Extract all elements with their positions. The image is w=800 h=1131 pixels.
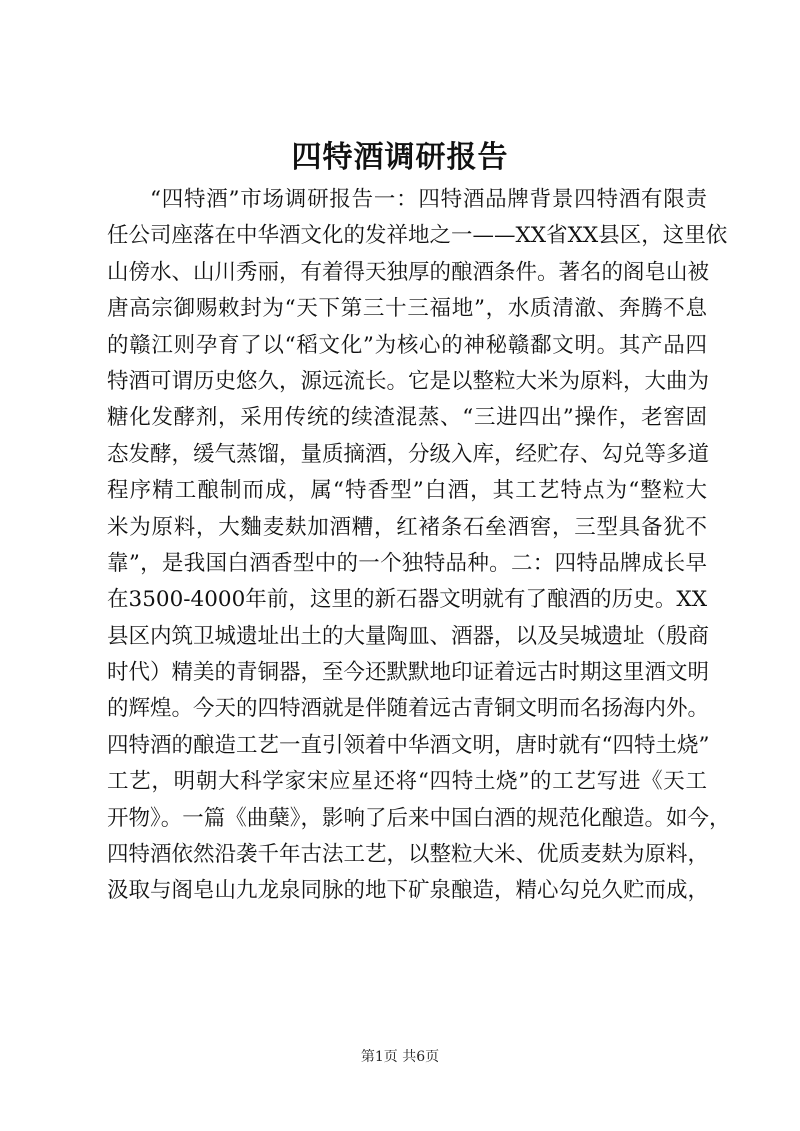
paragraph-line: 汲取与阁皂山九龙泉同脉的地下矿泉酿造，精心勾兑久贮而成， [107, 878, 710, 904]
paragraph-line: 靠”，是我国白酒香型中的一个独特品种。二：四特品牌成长早 [107, 550, 707, 576]
page-number-footer: 第1页 共6页 [360, 1049, 440, 1065]
paragraph-line: 四特酒依然沿袭千年古法工艺，以整粒大米、优质麦麸为原料， [107, 842, 710, 868]
paragraph-line: 时代）精美的青铜器，至今还默默地印证着远古时期这里酒文明 [107, 660, 710, 686]
paragraph-line: 程序精工酿制而成，属“特香型”白酒，其工艺特点为“整粒大 [107, 478, 707, 504]
document-title: 四特酒调研报告 [291, 140, 509, 175]
paragraph-line: 米为原料，大麯麦麸加酒糟，红褚条石垒酒窖，三型具备犹不 [107, 514, 707, 540]
paragraph-line: 任公司座落在中华酒文化的发祥地之一——XX省XX县区，这里依 [107, 223, 728, 249]
paragraph-line: 的辉煌。今天的四特酒就是伴随着远古青铜文明而名扬海内外。 [107, 696, 710, 722]
paragraph-line: 唐高宗御赐敕封为“天下第三十三福地”，水质清澈、奔腾不息 [107, 296, 707, 322]
paragraph-line: 开物》。一篇《曲蘖》，影响了后来中国白酒的规范化酿造。如今， [107, 805, 731, 831]
paragraph-line: 山傍水、山川秀丽，有着得天独厚的酿酒条件。著名的阁皂山被 [107, 259, 710, 285]
paragraph-line: 四特酒的酿造工艺一直引领着中华酒文明，唐时就有“四特土烧” [107, 732, 710, 758]
document-body [107, 182, 731, 910]
paragraph-line: 糖化发酵剂，采用传统的续渣混蒸、“三进四出”操作，老窖固 [107, 405, 707, 431]
paragraph-line: 态发酵，缓气蒸馏，量质摘酒，分级入库，经贮存、勾兑等多道 [107, 441, 710, 467]
paragraph-line: 在3500-4000年前，这里的新石器文明就有了酿酒的历史。XX [107, 587, 707, 613]
paragraph-line: 县区内筑卫城遗址出土的大量陶皿、酒器，以及吴城遗址（殷商 [107, 623, 710, 649]
paragraph-line: 的赣江则孕育了以“稻文化”为核心的神秘赣鄱文明。其产品四 [107, 332, 707, 358]
paragraph-line: 特酒可谓历史悠久，源远流长。它是以整粒大米为原料，大曲为 [107, 368, 710, 394]
paragraph-line: 工艺，明朝大科学家宋应星还将“四特土烧”的工艺写进《天工 [107, 769, 707, 795]
paragraph-line: “四特酒”市场调研报告一：四特酒品牌背景四特酒有限责 [150, 187, 707, 212]
